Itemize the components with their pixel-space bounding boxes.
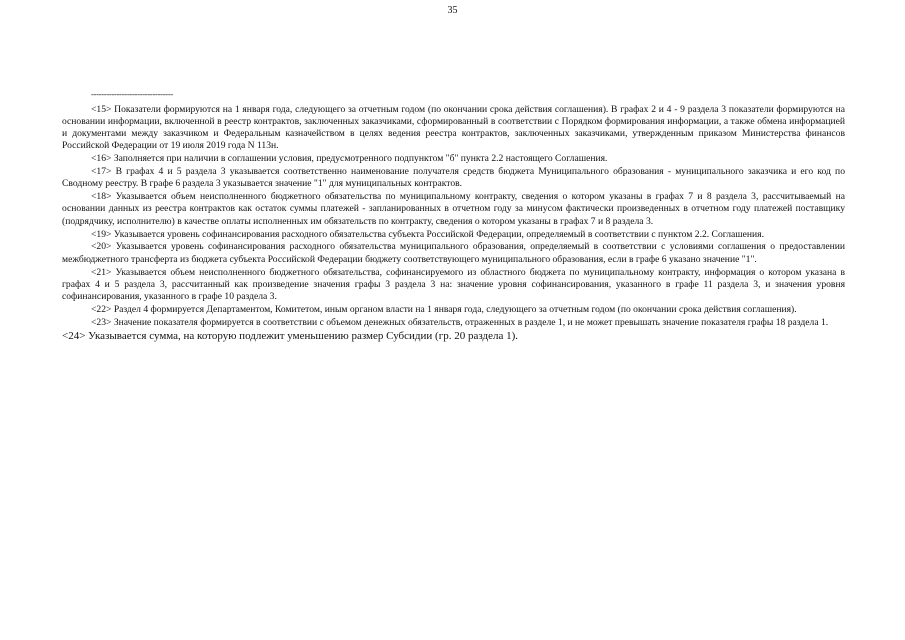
footnote-17: <17> В графах 4 и 5 раздела 3 указывается соответственно наименование получателя средств бюджета Муниципального образования - муниципального заказчика и его код по Сводному реестру. В графе 6 раздела 3 указывается значение "1" для муниципальных контрактов. [62,166,845,190]
footnote-19: <19> Указывается уровень софинансирования расходного обязательства субъекта Российской Федерации, определяемый в соответствии с пунктом 2.2. Соглашения. [91,228,764,240]
footnote-15: <15> Показатели формируются на 1 января года, следующего за отчетным годом (по окончании срока действия соглашения). В графах 2 и 4 - 9 раздела 3 показатели формируются на основании информации, включенной в реестр контрактов, заключенных заказчиками, сформированный в соответствии с Порядком формирования информации, а также обмена информацией и документами между заказчиком и Федеральным казначейством в целях ведения реестра контрактов, заключенных заказчиками, утвержденным приказом Министерства финансов Российской Федерации от 19 июля 2019 года N 113н. [62,104,845,152]
footnote-21: <21> Указывается объем неисполненного бюджетного обязательства, софинансируемого из областного бюджета по муниципальному контракту, информация о котором указана в графах 4 и 5 раздела 3, рассчитанный как произведение значения графы 3 раздела 3 на: значение уровня софинансирования, указанного в графе 11 раздела 3, и значения уровня софинансирования, указанного в графе 10 раздела 3. [62,266,845,302]
page-number: 35 [447,5,458,16]
footnote-18: <18> Указывается объем неисполненного бюджетного обязательства по муниципальному контракту, сведения о котором указаны в графах 7 и 8 раздела 3, рассчитываемый на основании данных из реестра контрактов как остаток суммы платежей - запланированных в отчетном году за минусом фактически произведенных в отчетном году платежей поставщику (подрядчику, исполнителю) в качестве оплаты исполненных им обязательств по контракту, сведения о котором указаны в графах 7 и 8 раздела 3. [62,191,845,227]
footnote-22: <22> Раздел 4 формируется Департаментом, Комитетом, иным органом власти на 1 января года, следующего за отчетным годом (по окончании срока действия соглашения). [91,303,797,315]
footnote-separator: -------------------------------- [91,89,173,99]
footnote-16: <16> Заполняется при наличии в соглашении условия, предусмотренного подпунктом "б" пункта 2.2 настоящего Соглашения. [91,153,608,165]
footnote-20: <20> Указывается уровень софинансирования расходного обязательства муниципального образования, определяемый в соответствии с условиями соглашения о предоставлении межбюджетного трансферта из бюджета субъекта Российской Федерации бюджету соответствующего муниципального образования, если в графе 6 указано значение "1". [62,241,845,265]
footnote-23: <23> Значение показателя формируется в соответствии с объемом денежных обязательств, отраженных в разделе 1, и не может превышать значение показателя графы 18 раздела 1. [91,316,829,328]
footnote-24: <24> Указывается сумма, на которую подлежит уменьшению размер Субсидии (гр. 20 раздела 1). [62,329,519,342]
footnotes-list [62,104,845,344]
